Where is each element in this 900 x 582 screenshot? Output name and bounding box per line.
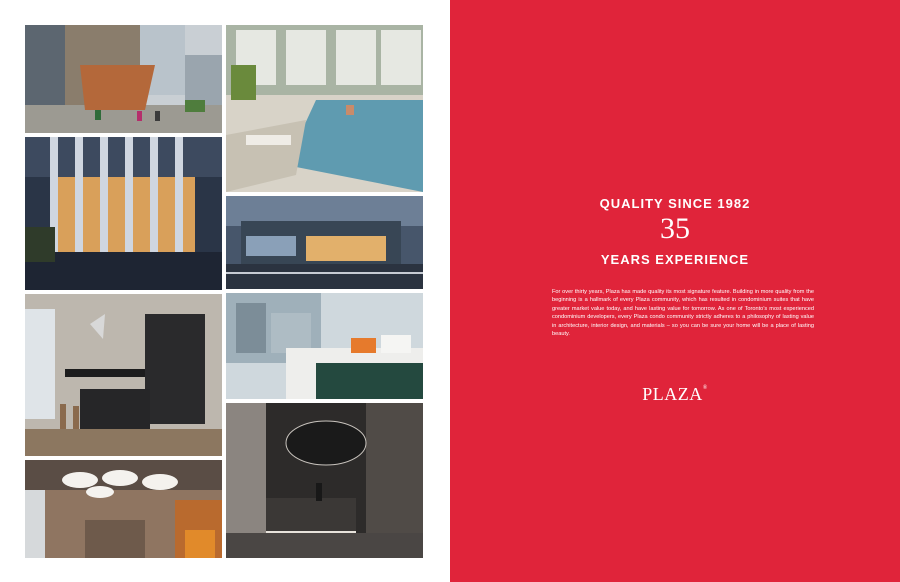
photo-lobby-columns	[25, 137, 222, 290]
plaza-logo	[450, 384, 900, 405]
heading-quality-since: QUALITY SINCE 1982	[599, 196, 751, 211]
photo-kitchen	[25, 294, 222, 456]
heading-years-experience: YEARS EXPERIENCE	[600, 252, 750, 267]
photo-concierge-lobby	[226, 403, 423, 558]
photo-bedroom	[226, 293, 423, 399]
photo-building-exterior	[25, 25, 222, 133]
photo-amenity-lounge	[25, 460, 222, 558]
body-paragraph: For over thirty years, Plaza has made quality its most signature feature. Building in more quality from the beginning is a hallmark of every Plaza community, which has resulted in condominium suites that have greater market value today, and have lasting value for tomorrow. As one of Toronto’s most experienced condominium developers, every Plaza condo community strictly adheres to a philosophy of lasting value in architecture, interior design, and materials – so you can be sure your home will be a place of lasting beauty.	[552, 289, 814, 338]
logo-text: PLAZA	[642, 384, 703, 404]
brand-panel	[450, 0, 900, 582]
photo-indoor-pool	[226, 25, 423, 192]
years-number: 35	[660, 212, 690, 245]
photo-street-view	[226, 196, 423, 289]
registered-mark: ®	[702, 385, 708, 391]
